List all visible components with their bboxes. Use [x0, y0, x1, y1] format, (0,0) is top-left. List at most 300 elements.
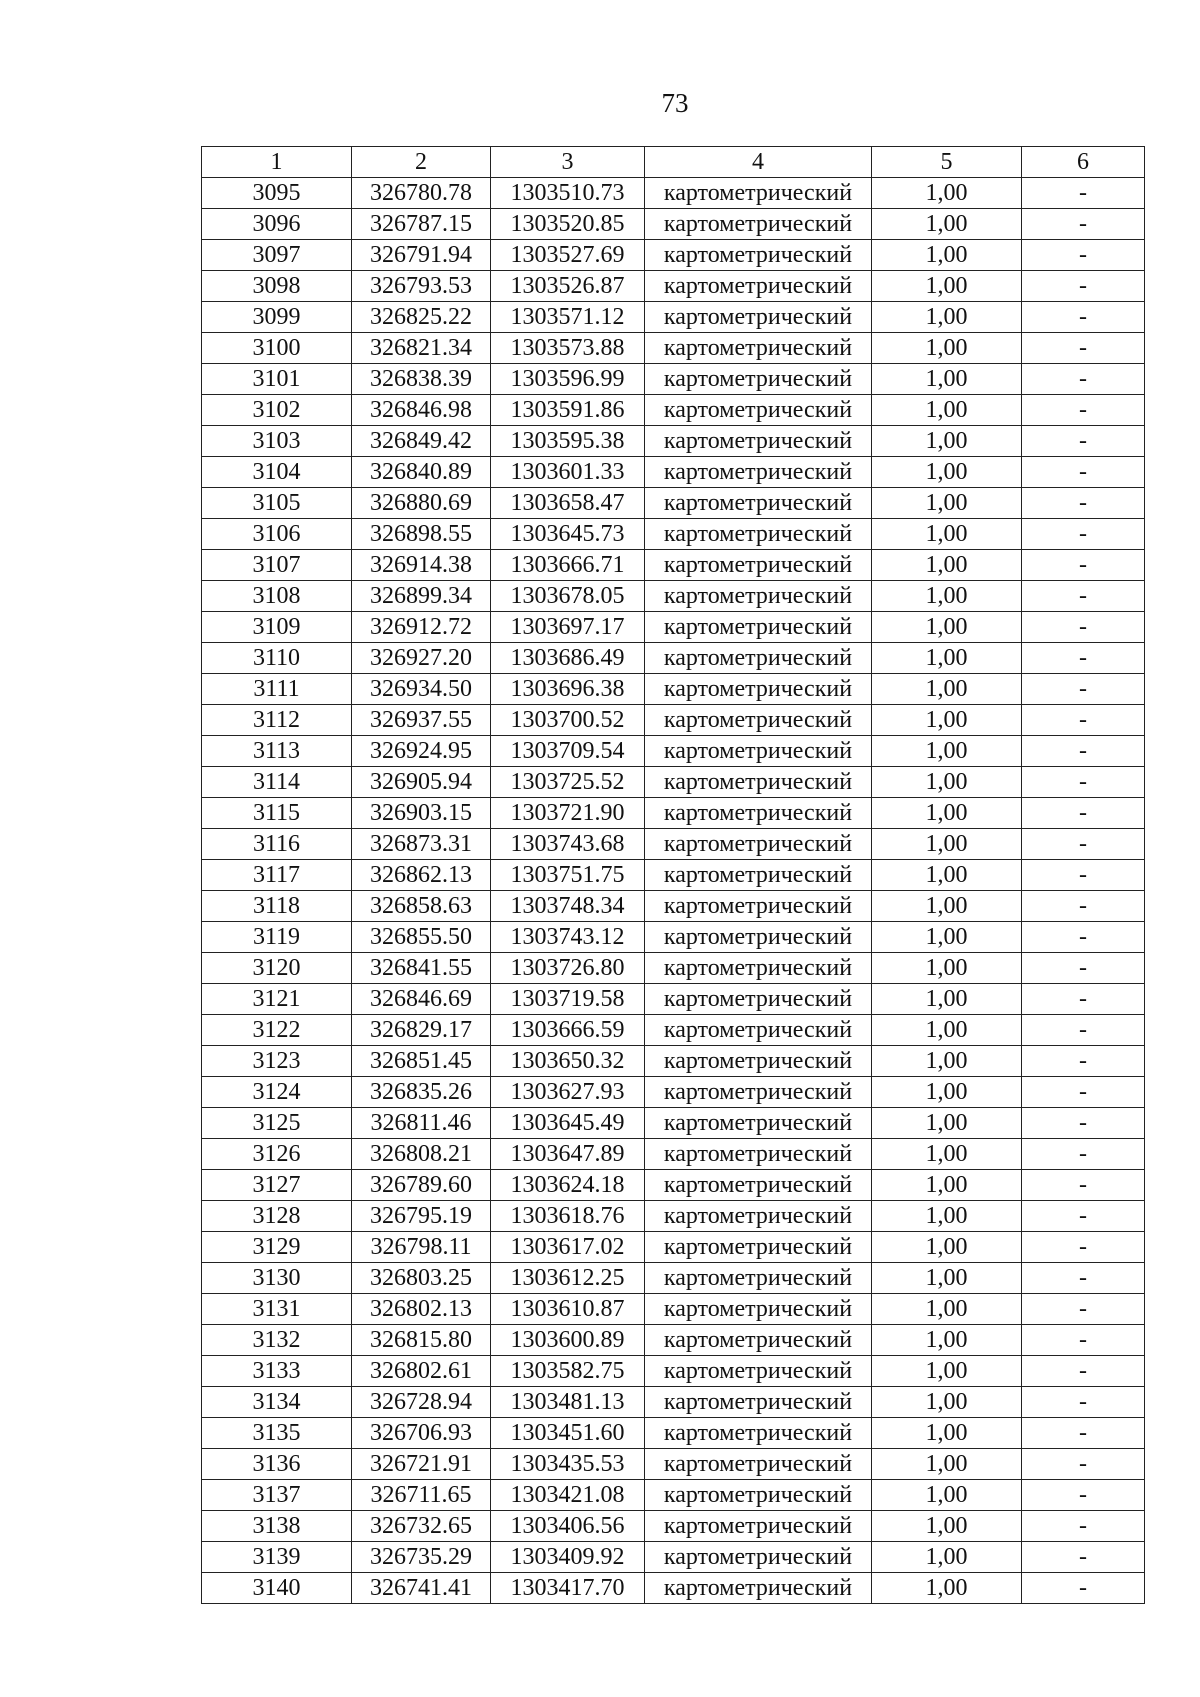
- accuracy-cell: 1,00: [872, 891, 1022, 922]
- point-number-cell: 3109: [202, 612, 352, 643]
- note-cell: -: [1022, 457, 1145, 488]
- table-row: [202, 1449, 1145, 1480]
- accuracy-cell: 1,00: [872, 271, 1022, 302]
- accuracy-cell: 1,00: [872, 550, 1022, 581]
- table-row: [202, 674, 1145, 705]
- method-cell: картометрический: [645, 581, 872, 612]
- method-cell: картометрический: [645, 1542, 872, 1573]
- table-row: [202, 395, 1145, 426]
- method-cell: картометрический: [645, 984, 872, 1015]
- point-number-cell: 3115: [202, 798, 352, 829]
- note-cell: -: [1022, 1511, 1145, 1542]
- accuracy-cell: 1,00: [872, 178, 1022, 209]
- point-number-cell: 3128: [202, 1201, 352, 1232]
- point-number-cell: 3104: [202, 457, 352, 488]
- y-coordinate-cell: 1303618.76: [491, 1201, 645, 1232]
- table-row: [202, 1511, 1145, 1542]
- y-coordinate-cell: 1303666.59: [491, 1015, 645, 1046]
- accuracy-cell: 1,00: [872, 426, 1022, 457]
- note-cell: -: [1022, 705, 1145, 736]
- page-number: 73: [661, 88, 689, 118]
- y-coordinate-cell: 1303719.58: [491, 984, 645, 1015]
- y-coordinate-cell: 1303527.69: [491, 240, 645, 271]
- point-number-cell: 3106: [202, 519, 352, 550]
- method-cell: картометрический: [645, 643, 872, 674]
- header-cell-6: 6: [1022, 147, 1145, 178]
- table-row: [202, 1542, 1145, 1573]
- table-row: [202, 333, 1145, 364]
- point-number-cell: 3126: [202, 1139, 352, 1170]
- x-coordinate-cell: 326873.31: [352, 829, 491, 860]
- accuracy-cell: 1,00: [872, 1480, 1022, 1511]
- table-row: [202, 612, 1145, 643]
- x-coordinate-cell: 326808.21: [352, 1139, 491, 1170]
- method-cell: картометрический: [645, 1170, 872, 1201]
- accuracy-cell: 1,00: [872, 922, 1022, 953]
- point-number-cell: 3096: [202, 209, 352, 240]
- x-coordinate-cell: 326798.11: [352, 1232, 491, 1263]
- y-coordinate-cell: 1303658.47: [491, 488, 645, 519]
- method-cell: картометрический: [645, 736, 872, 767]
- accuracy-cell: 1,00: [872, 488, 1022, 519]
- x-coordinate-cell: 326825.22: [352, 302, 491, 333]
- y-coordinate-cell: 1303709.54: [491, 736, 645, 767]
- point-number-cell: 3107: [202, 550, 352, 581]
- note-cell: -: [1022, 1325, 1145, 1356]
- table-row: [202, 860, 1145, 891]
- accuracy-cell: 1,00: [872, 395, 1022, 426]
- note-cell: -: [1022, 519, 1145, 550]
- method-cell: картометрический: [645, 1325, 872, 1356]
- accuracy-cell: 1,00: [872, 1046, 1022, 1077]
- y-coordinate-cell: 1303743.68: [491, 829, 645, 860]
- method-cell: картометрический: [645, 767, 872, 798]
- x-coordinate-cell: 326855.50: [352, 922, 491, 953]
- x-coordinate-cell: 326914.38: [352, 550, 491, 581]
- y-coordinate-cell: 1303421.08: [491, 1480, 645, 1511]
- point-number-cell: 3125: [202, 1108, 352, 1139]
- y-coordinate-cell: 1303510.73: [491, 178, 645, 209]
- x-coordinate-cell: 326903.15: [352, 798, 491, 829]
- x-coordinate-cell: 326862.13: [352, 860, 491, 891]
- point-number-cell: 3124: [202, 1077, 352, 1108]
- table-row: [202, 1418, 1145, 1449]
- note-cell: -: [1022, 178, 1145, 209]
- y-coordinate-cell: 1303610.87: [491, 1294, 645, 1325]
- note-cell: -: [1022, 426, 1145, 457]
- y-coordinate-cell: 1303596.99: [491, 364, 645, 395]
- x-coordinate-cell: 326898.55: [352, 519, 491, 550]
- accuracy-cell: 1,00: [872, 612, 1022, 643]
- note-cell: -: [1022, 488, 1145, 519]
- y-coordinate-cell: 1303743.12: [491, 922, 645, 953]
- accuracy-cell: 1,00: [872, 798, 1022, 829]
- note-cell: -: [1022, 550, 1145, 581]
- table-row: [202, 736, 1145, 767]
- accuracy-cell: 1,00: [872, 705, 1022, 736]
- note-cell: -: [1022, 1108, 1145, 1139]
- x-coordinate-cell: 326835.26: [352, 1077, 491, 1108]
- accuracy-cell: 1,00: [872, 1294, 1022, 1325]
- note-cell: -: [1022, 829, 1145, 860]
- method-cell: картометрический: [645, 1139, 872, 1170]
- y-coordinate-cell: 1303700.52: [491, 705, 645, 736]
- x-coordinate-cell: 326732.65: [352, 1511, 491, 1542]
- point-number-cell: 3121: [202, 984, 352, 1015]
- note-cell: -: [1022, 240, 1145, 271]
- accuracy-cell: 1,00: [872, 302, 1022, 333]
- note-cell: -: [1022, 364, 1145, 395]
- table-row: [202, 1573, 1145, 1604]
- x-coordinate-cell: 326728.94: [352, 1387, 491, 1418]
- x-coordinate-cell: 326791.94: [352, 240, 491, 271]
- y-coordinate-cell: 1303409.92: [491, 1542, 645, 1573]
- method-cell: картометрический: [645, 953, 872, 984]
- method-cell: картометрический: [645, 1418, 872, 1449]
- method-cell: картометрический: [645, 426, 872, 457]
- note-cell: -: [1022, 1263, 1145, 1294]
- header-cell-4: 4: [645, 147, 872, 178]
- accuracy-cell: 1,00: [872, 643, 1022, 674]
- accuracy-cell: 1,00: [872, 1108, 1022, 1139]
- note-cell: -: [1022, 1015, 1145, 1046]
- point-number-cell: 3122: [202, 1015, 352, 1046]
- y-coordinate-cell: 1303612.25: [491, 1263, 645, 1294]
- x-coordinate-cell: 326841.55: [352, 953, 491, 984]
- note-cell: -: [1022, 891, 1145, 922]
- point-number-cell: 3111: [202, 674, 352, 705]
- y-coordinate-cell: 1303721.90: [491, 798, 645, 829]
- table-row: [202, 209, 1145, 240]
- point-number-cell: 3098: [202, 271, 352, 302]
- point-number-cell: 3097: [202, 240, 352, 271]
- point-number-cell: 3105: [202, 488, 352, 519]
- table-row: [202, 457, 1145, 488]
- y-coordinate-cell: 1303650.32: [491, 1046, 645, 1077]
- x-coordinate-cell: 326846.98: [352, 395, 491, 426]
- y-coordinate-cell: 1303666.71: [491, 550, 645, 581]
- y-coordinate-cell: 1303686.49: [491, 643, 645, 674]
- y-coordinate-cell: 1303617.02: [491, 1232, 645, 1263]
- table-row: [202, 271, 1145, 302]
- x-coordinate-cell: 326706.93: [352, 1418, 491, 1449]
- x-coordinate-cell: 326912.72: [352, 612, 491, 643]
- table-row: [202, 1108, 1145, 1139]
- note-cell: -: [1022, 1294, 1145, 1325]
- method-cell: картометрический: [645, 1201, 872, 1232]
- method-cell: картометрический: [645, 519, 872, 550]
- point-number-cell: 3118: [202, 891, 352, 922]
- method-cell: картометрический: [645, 829, 872, 860]
- note-cell: -: [1022, 612, 1145, 643]
- method-cell: картометрический: [645, 860, 872, 891]
- method-cell: картометрический: [645, 364, 872, 395]
- table-row: [202, 1294, 1145, 1325]
- y-coordinate-cell: 1303697.17: [491, 612, 645, 643]
- point-number-cell: 3133: [202, 1356, 352, 1387]
- y-coordinate-cell: 1303678.05: [491, 581, 645, 612]
- note-cell: -: [1022, 395, 1145, 426]
- point-number-cell: 3136: [202, 1449, 352, 1480]
- accuracy-cell: 1,00: [872, 1418, 1022, 1449]
- header-cell-1: 1: [202, 147, 352, 178]
- table-row: [202, 1201, 1145, 1232]
- y-coordinate-cell: 1303591.86: [491, 395, 645, 426]
- method-cell: картометрический: [645, 674, 872, 705]
- y-coordinate-cell: 1303725.52: [491, 767, 645, 798]
- method-cell: картометрический: [645, 1387, 872, 1418]
- x-coordinate-cell: 326789.60: [352, 1170, 491, 1201]
- header-row: [202, 147, 1145, 178]
- table-row: [202, 829, 1145, 860]
- method-cell: картометрический: [645, 302, 872, 333]
- table-row: [202, 302, 1145, 333]
- table-row: [202, 426, 1145, 457]
- x-coordinate-cell: 326851.45: [352, 1046, 491, 1077]
- table-row: [202, 240, 1145, 271]
- accuracy-cell: 1,00: [872, 240, 1022, 271]
- point-number-cell: 3101: [202, 364, 352, 395]
- method-cell: картометрический: [645, 891, 872, 922]
- method-cell: картометрический: [645, 1480, 872, 1511]
- coordinates-table: [201, 146, 1145, 1604]
- table-row: [202, 922, 1145, 953]
- note-cell: -: [1022, 643, 1145, 674]
- accuracy-cell: 1,00: [872, 860, 1022, 891]
- method-cell: картометрический: [645, 395, 872, 426]
- note-cell: -: [1022, 1077, 1145, 1108]
- method-cell: картометрический: [645, 612, 872, 643]
- note-cell: -: [1022, 860, 1145, 891]
- point-number-cell: 3100: [202, 333, 352, 364]
- point-number-cell: 3129: [202, 1232, 352, 1263]
- point-number-cell: 3103: [202, 426, 352, 457]
- y-coordinate-cell: 1303696.38: [491, 674, 645, 705]
- point-number-cell: 3119: [202, 922, 352, 953]
- point-number-cell: 3120: [202, 953, 352, 984]
- y-coordinate-cell: 1303406.56: [491, 1511, 645, 1542]
- note-cell: -: [1022, 1356, 1145, 1387]
- x-coordinate-cell: 326905.94: [352, 767, 491, 798]
- table-body: [202, 147, 1145, 1604]
- accuracy-cell: 1,00: [872, 1573, 1022, 1604]
- y-coordinate-cell: 1303751.75: [491, 860, 645, 891]
- accuracy-cell: 1,00: [872, 1511, 1022, 1542]
- table-row: [202, 767, 1145, 798]
- x-coordinate-cell: 326849.42: [352, 426, 491, 457]
- accuracy-cell: 1,00: [872, 953, 1022, 984]
- note-cell: -: [1022, 1480, 1145, 1511]
- note-cell: -: [1022, 1046, 1145, 1077]
- x-coordinate-cell: 326721.91: [352, 1449, 491, 1480]
- point-number-cell: 3116: [202, 829, 352, 860]
- method-cell: картометрический: [645, 1294, 872, 1325]
- point-number-cell: 3113: [202, 736, 352, 767]
- table-row: [202, 1077, 1145, 1108]
- method-cell: картометрический: [645, 1077, 872, 1108]
- table-row: [202, 1170, 1145, 1201]
- table-row: [202, 364, 1145, 395]
- note-cell: -: [1022, 333, 1145, 364]
- accuracy-cell: 1,00: [872, 1139, 1022, 1170]
- note-cell: -: [1022, 1418, 1145, 1449]
- method-cell: картометрический: [645, 271, 872, 302]
- table-row: [202, 1015, 1145, 1046]
- x-coordinate-cell: 326858.63: [352, 891, 491, 922]
- point-number-cell: 3140: [202, 1573, 352, 1604]
- x-coordinate-cell: 326802.13: [352, 1294, 491, 1325]
- note-cell: -: [1022, 1232, 1145, 1263]
- point-number-cell: 3135: [202, 1418, 352, 1449]
- accuracy-cell: 1,00: [872, 829, 1022, 860]
- y-coordinate-cell: 1303451.60: [491, 1418, 645, 1449]
- x-coordinate-cell: 326880.69: [352, 488, 491, 519]
- header-cell-2: 2: [352, 147, 491, 178]
- note-cell: -: [1022, 1542, 1145, 1573]
- table-row: [202, 1046, 1145, 1077]
- table-row: [202, 1263, 1145, 1294]
- accuracy-cell: 1,00: [872, 457, 1022, 488]
- x-coordinate-cell: 326846.69: [352, 984, 491, 1015]
- table-row: [202, 984, 1145, 1015]
- y-coordinate-cell: 1303627.93: [491, 1077, 645, 1108]
- accuracy-cell: 1,00: [872, 1449, 1022, 1480]
- point-number-cell: 3102: [202, 395, 352, 426]
- method-cell: картометрический: [645, 1108, 872, 1139]
- y-coordinate-cell: 1303582.75: [491, 1356, 645, 1387]
- method-cell: картометрический: [645, 1015, 872, 1046]
- note-cell: -: [1022, 1449, 1145, 1480]
- method-cell: картометрический: [645, 457, 872, 488]
- x-coordinate-cell: 326735.29: [352, 1542, 491, 1573]
- accuracy-cell: 1,00: [872, 1232, 1022, 1263]
- table-row: [202, 798, 1145, 829]
- accuracy-cell: 1,00: [872, 364, 1022, 395]
- note-cell: -: [1022, 271, 1145, 302]
- accuracy-cell: 1,00: [872, 1015, 1022, 1046]
- point-number-cell: 3130: [202, 1263, 352, 1294]
- note-cell: -: [1022, 581, 1145, 612]
- table-row: [202, 1480, 1145, 1511]
- x-coordinate-cell: 326803.25: [352, 1263, 491, 1294]
- method-cell: картометрический: [645, 1449, 872, 1480]
- accuracy-cell: 1,00: [872, 767, 1022, 798]
- point-number-cell: 3138: [202, 1511, 352, 1542]
- y-coordinate-cell: 1303600.89: [491, 1325, 645, 1356]
- accuracy-cell: 1,00: [872, 1077, 1022, 1108]
- point-number-cell: 3131: [202, 1294, 352, 1325]
- table-row: [202, 550, 1145, 581]
- y-coordinate-cell: 1303645.73: [491, 519, 645, 550]
- note-cell: -: [1022, 798, 1145, 829]
- y-coordinate-cell: 1303526.87: [491, 271, 645, 302]
- note-cell: -: [1022, 674, 1145, 705]
- point-number-cell: 3108: [202, 581, 352, 612]
- x-coordinate-cell: 326787.15: [352, 209, 491, 240]
- x-coordinate-cell: 326840.89: [352, 457, 491, 488]
- method-cell: картометрический: [645, 333, 872, 364]
- point-number-cell: 3137: [202, 1480, 352, 1511]
- table-row: [202, 1139, 1145, 1170]
- point-number-cell: 3117: [202, 860, 352, 891]
- method-cell: картометрический: [645, 922, 872, 953]
- table-row: [202, 891, 1145, 922]
- point-number-cell: 3110: [202, 643, 352, 674]
- table-row: [202, 488, 1145, 519]
- method-cell: картометрический: [645, 240, 872, 271]
- x-coordinate-cell: 326838.39: [352, 364, 491, 395]
- table-row: [202, 178, 1145, 209]
- x-coordinate-cell: 326937.55: [352, 705, 491, 736]
- x-coordinate-cell: 326741.41: [352, 1573, 491, 1604]
- note-cell: -: [1022, 209, 1145, 240]
- method-cell: картометрический: [645, 550, 872, 581]
- accuracy-cell: 1,00: [872, 1542, 1022, 1573]
- accuracy-cell: 1,00: [872, 1356, 1022, 1387]
- table-row: [202, 705, 1145, 736]
- note-cell: -: [1022, 1170, 1145, 1201]
- point-number-cell: 3114: [202, 767, 352, 798]
- header-cell-5: 5: [872, 147, 1022, 178]
- point-number-cell: 3095: [202, 178, 352, 209]
- method-cell: картометрический: [645, 178, 872, 209]
- x-coordinate-cell: 326829.17: [352, 1015, 491, 1046]
- note-cell: -: [1022, 984, 1145, 1015]
- note-cell: -: [1022, 953, 1145, 984]
- note-cell: -: [1022, 302, 1145, 333]
- point-number-cell: 3127: [202, 1170, 352, 1201]
- accuracy-cell: 1,00: [872, 581, 1022, 612]
- table-row: [202, 1387, 1145, 1418]
- y-coordinate-cell: 1303624.18: [491, 1170, 645, 1201]
- note-cell: -: [1022, 767, 1145, 798]
- y-coordinate-cell: 1303520.85: [491, 209, 645, 240]
- header-cell-3: 3: [491, 147, 645, 178]
- method-cell: картометрический: [645, 488, 872, 519]
- accuracy-cell: 1,00: [872, 1263, 1022, 1294]
- y-coordinate-cell: 1303435.53: [491, 1449, 645, 1480]
- accuracy-cell: 1,00: [872, 984, 1022, 1015]
- x-coordinate-cell: 326780.78: [352, 178, 491, 209]
- x-coordinate-cell: 326802.61: [352, 1356, 491, 1387]
- accuracy-cell: 1,00: [872, 674, 1022, 705]
- point-number-cell: 3112: [202, 705, 352, 736]
- x-coordinate-cell: 326815.80: [352, 1325, 491, 1356]
- y-coordinate-cell: 1303573.88: [491, 333, 645, 364]
- accuracy-cell: 1,00: [872, 1325, 1022, 1356]
- x-coordinate-cell: 326795.19: [352, 1201, 491, 1232]
- table-row: [202, 519, 1145, 550]
- y-coordinate-cell: 1303647.89: [491, 1139, 645, 1170]
- y-coordinate-cell: 1303595.38: [491, 426, 645, 457]
- point-number-cell: 3139: [202, 1542, 352, 1573]
- y-coordinate-cell: 1303417.70: [491, 1573, 645, 1604]
- table-row: [202, 1356, 1145, 1387]
- method-cell: картометрический: [645, 1573, 872, 1604]
- method-cell: картометрический: [645, 1356, 872, 1387]
- table-row: [202, 581, 1145, 612]
- x-coordinate-cell: 326811.46: [352, 1108, 491, 1139]
- note-cell: -: [1022, 1201, 1145, 1232]
- x-coordinate-cell: 326924.95: [352, 736, 491, 767]
- x-coordinate-cell: 326711.65: [352, 1480, 491, 1511]
- table-row: [202, 643, 1145, 674]
- method-cell: картометрический: [645, 705, 872, 736]
- point-number-cell: 3132: [202, 1325, 352, 1356]
- y-coordinate-cell: 1303726.80: [491, 953, 645, 984]
- y-coordinate-cell: 1303601.33: [491, 457, 645, 488]
- method-cell: картометрический: [645, 1232, 872, 1263]
